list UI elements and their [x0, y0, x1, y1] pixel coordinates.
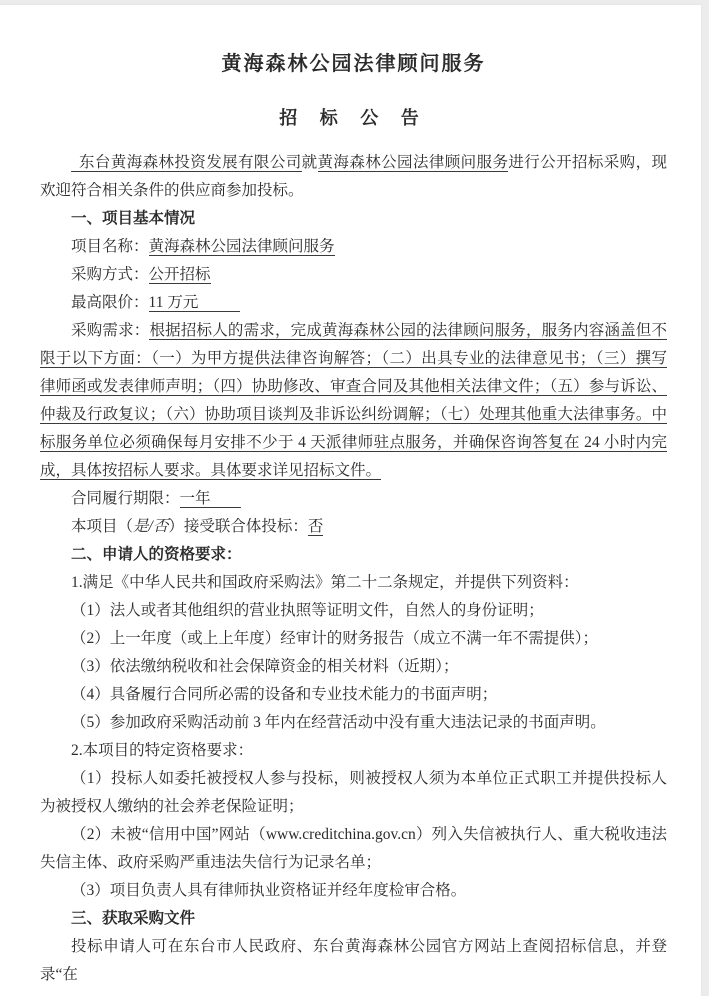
intro-connector: 就: [301, 154, 318, 171]
field-procurement-method-label: 采购方式：: [71, 266, 149, 283]
section3-heading: 三、获取采购文件: [71, 910, 196, 927]
intro-company-name: 东台黄海森林投资发展有限公司: [71, 154, 302, 172]
qualification-item: （3）项目负责人具有律师执业资格证并经年度检审合格。: [71, 882, 467, 899]
field-procurement-method-value: 公开招标: [148, 266, 211, 283]
field-procurement-method: [40, 261, 667, 289]
qualification-item: （4）具备履行合同所必需的设备和专业技术能力的书面声明；: [71, 686, 498, 703]
field-price-limit: [40, 289, 667, 317]
field-joint-bid: [40, 513, 667, 541]
intro-paragraph: [40, 149, 667, 205]
section3-paragraph: 投标申请人可在东台市人民政府、东台黄海森林公园官方网站上查阅招标信息，并登录“在: [40, 938, 667, 983]
document-content: [0, 5, 701, 989]
field-price-limit-value: 11 万元: [149, 294, 241, 312]
qualification-item: （5）参加政府采购活动前 3 年内在经营活动中没有重大违法记录的书面声明。: [71, 714, 606, 731]
qualification-item: （1）投标人如委托被授权人参与投标，则被授权人须为本单位正式职工并提供投标人为被授权人缴纳的社会养老保险证明；: [40, 770, 667, 815]
field-project-name: [40, 233, 667, 261]
field-project-name-label: 项目名称：: [71, 238, 149, 255]
field-procurement-demand-label: 采购需求：: [71, 322, 150, 339]
field-joint-bid-choice: 是/否: [133, 518, 169, 535]
intro-rest: 进行公开招标采购，现欢迎符合相关条件的供应商参加投标。: [40, 154, 667, 199]
field-project-name-value: 黄海森林公园法律顾问服务: [148, 238, 335, 255]
section2-heading: 二、申请人的资格要求：: [71, 546, 242, 563]
field-contract-term: [40, 485, 667, 513]
field-contract-term-value: 一年: [180, 490, 241, 508]
qualification-item: （2）上一年度（或上上年度）经审计的财务报告（成立不满一年不需提供）；: [71, 630, 599, 647]
field-price-limit-label: 最高限价：: [71, 294, 149, 311]
document-page: [0, 5, 701, 996]
field-joint-bid-value: 否: [307, 518, 324, 535]
qualification-item: （1）法人或者其他组织的营业执照等证明文件，自然人的身份证明；: [71, 602, 544, 619]
field-joint-bid-prefix: 本项目（: [71, 518, 134, 535]
document-subtitle: 招 标 公 告: [279, 108, 428, 128]
qualification-item: （3）依法缴纳税收和社会保障资金的相关材料（近期）；: [71, 658, 459, 675]
field-procurement-demand: [40, 317, 667, 485]
qualification-item: （2）未被“信用中国”网站（www.creditchina.gov.cn）列入失信被执行人、重大税收违法失信主体、政府采购严重违法失信行为记录名单；: [40, 826, 667, 871]
qualification-item: 1.满足《中华人民共和国政府采购法》第二十二条规定，并提供下列资料：: [71, 574, 579, 591]
field-joint-bid-mid: ）接受联合体投标：: [168, 518, 308, 535]
document-title: 黄海森林公园法律顾问服务: [221, 53, 486, 75]
qualification-item: 2.本项目的特定资格要求：: [71, 742, 254, 759]
field-contract-term-label: 合同履行期限：: [71, 490, 180, 507]
section1-heading: 一、项目基本情况: [71, 210, 196, 227]
intro-project-name: 黄海森林公园法律顾问服务: [317, 154, 509, 171]
field-procurement-demand-value: 根据招标人的需求，完成黄海森林公园的法律顾问服务，服务内容涵盖但不限于以下方面：（一）为甲方提供法律咨询解答；（二）出具专业的法律意见书；（三）撰写律师函或发表律师声明；（四）协助修改、审查合同及其他相关法律文件；（五）参与诉讼、仲裁及行政复议；（六）协助项目谈判及非诉讼纠纷调解；（七）处理其他重大法律事务。中标服务单位必须确保每月安排不少于 4 天派律师驻点服务，并确保咨询答复在 24 小时内完成，具体按招标人要求。具体要求详见招标文件。: [40, 322, 667, 479]
